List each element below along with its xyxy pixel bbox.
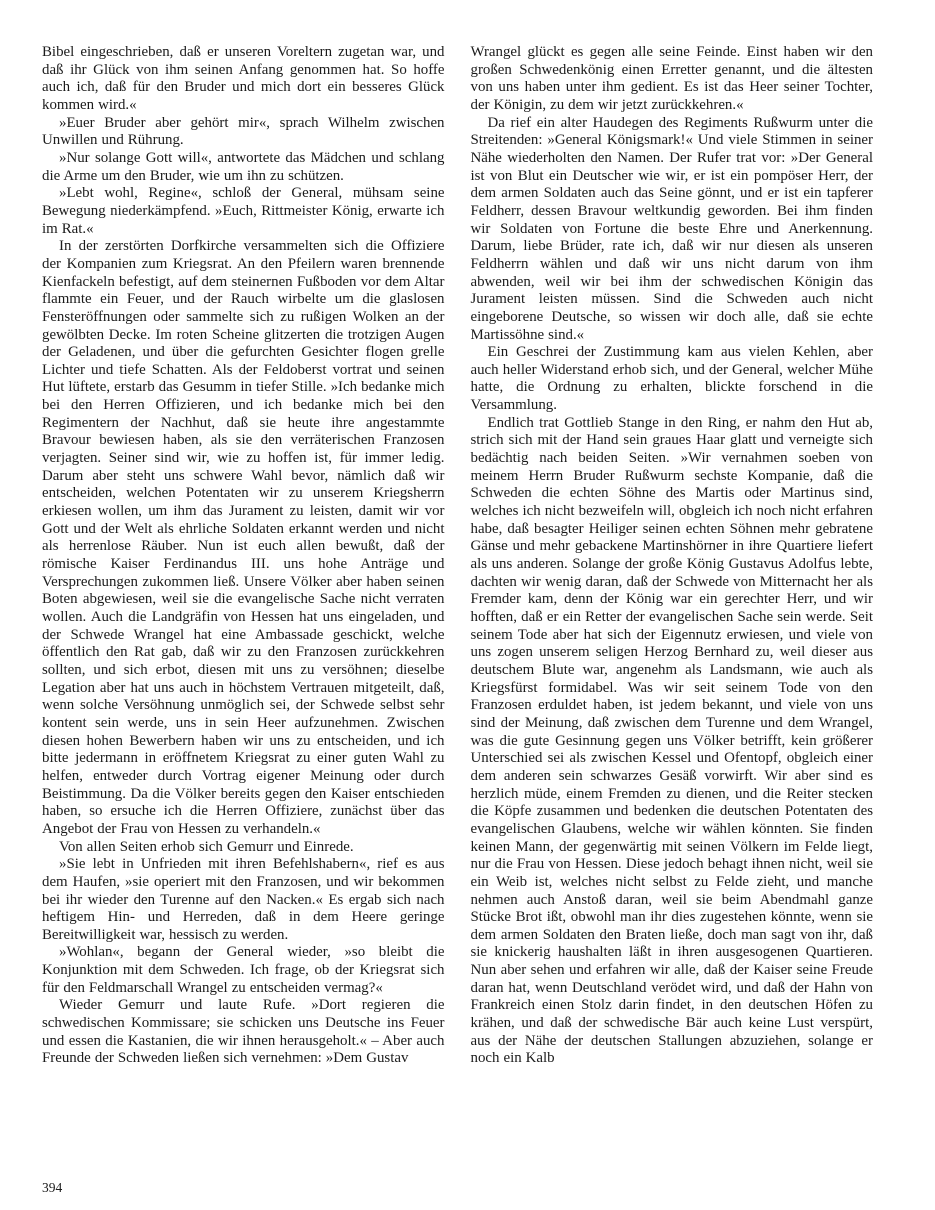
paragraph: Wieder Gemurr und laute Rufe. »Dort regieren die schwedischen Kommissare; sie schicken uns Deutsche ins Feuer und essen die Kastanien, die wir ihnen herausgeholt.« – Aber auch Freunde der Schweden ließen sich vernehmen: »Dem Gustav bbox=[42, 997, 445, 1067]
paragraph: »Euer Bruder aber gehört mir«, sprach Wilhelm zwischen Unwillen und Rührung. bbox=[42, 114, 445, 149]
left-column bbox=[42, 44, 445, 1068]
paragraph: Ein Geschrei der Zustimmung kam aus vielen Kehlen, aber auch heller Widerstand erhob sich, und der General, welcher Mühe hatte, die Ordnung zu erhalten, blickte forschend in die Versammlung. bbox=[470, 344, 873, 414]
paragraph: »Wohlan«, begann der General wieder, »so bleibt die Konjunktion mit dem Schweden. Ich frage, ob der Kriegsrat sich für den Feldmarschall Wrangel zu entscheiden vermag?« bbox=[42, 944, 445, 996]
paragraph: In der zerstörten Dorfkirche versammelten sich die Offiziere der Kompanien zum Kriegsrat. An den Pfeilern waren brennende Kienfackeln befestigt, auf dem steinernen Fußboden vor dem Altar flammte ein Feuer, und der Rauch wirbelte um die glaslosen Fensteröffnungen oder sammelte sich zu rußigen Wolken an der gewölbten Decke. Im roten Scheine glitzerten die trotzigen Augen der Geladenen, und über die gefurchten Gesichter flogen grelle Lichter und tiefe Schatten. Als der Feldoberst vortrat und seinen Hut lüftete, erstarb das Gesumm in tiefer Stille. »Ich bedanke mich bei den Herren Offizieren, und ich bedanke mich bei den Regimentern der Nachhut, daß sie heute ihre angestammte Bravour bewiesen haben, als sie den verräterischen Franzosen verjagten. Seiner sind wir, wie zu hoffen ist, für immer ledig. Darum aber steht uns schwere Wahl bevor, nämlich daß wir entscheiden, welchen Potentaten wir zu unserem Kriegsherrn erkiesen wollen, um ihm das Jurament zu leisten, damit wir vor Gott und der Welt als ehrliche Soldaten erkannt werden und nicht als herrenlose Räuber. Nun ist euch allen bewußt, daß der römische Kaiser Ferdinandus III. uns hohe Anträge und Versprechungen zukommen ließ. Unsere Völker aber haben seinen Boten abgewiesen, weil sie die evangelische Sache nicht verraten wollen. Auch die Landgräfin von Hessen hat uns eingeladen, und der Schwede Wrangel hat eine Ambassade geschickt, welche öffentlich den Rat gab, daß wir zu den Franzosen zurückkehren sollten, und sich erbot, diesen mit uns zu versöhnen; dieselbe Legation aber hat uns auch in höchstem Vertrauen mitgeteilt, daß, wenn solche Versöhnung unmöglich sei, der Schwede selbst sehr kontent sein werde, uns in sein Heer aufzunehmen. Zwischen diesen hohen Bewerbern haben wir uns zu entscheiden, und ich bitte jedermann in eröffnetem Kriegsrat zu einer guten Wahl zu helfen, entweder durch Vortrag eigener Meinung oder durch Beistimmung. Da die Völker bereits gegen den Kaiser entschieden haben, so ersuche ich die Herren Offiziere, zunächst über das Angebot der Frau von Hessen zu verhandeln.« bbox=[42, 238, 445, 837]
paragraph: »Lebt wohl, Regine«, schloß der General, mühsam seine Bewegung niederkämpfend. »Euch, Rittmeister König, erwarte ich im Rat.« bbox=[42, 185, 445, 237]
paragraph: Da rief ein alter Haudegen des Regiments Rußwurm unter die Streitenden: »General Königsmark!« Und viele Stimmen in seiner Nähe wiederholten den Namen. Der Rufer trat vor: »Der General ist von Blut ein Deutscher wie wir, er ist ein pompöser Herr, der dem armen Soldaten auch das Seine gönnt, und er ist ein tapferer Feldherr, dessen Bravour weltkundig geworden. Bei ihm finden wir Soldaten von Fortune die beste Ehre und Anerkennung. Darum, liebe Brüder, rate ich, daß wir nur diesen als unseren Feldherrn wählen und daß wir uns nicht darum von ihm abwenden, weil wir bei ihm der schwedischen Königin das Jurament leisten müssen. Sind die Schweden auch nicht eingeborene Deutsche, so wissen wir doch alle, daß sie echte Martissöhne sind.« bbox=[470, 114, 873, 343]
text-columns bbox=[42, 44, 873, 1068]
paragraph: Von allen Seiten erhob sich Gemurr und Einrede. bbox=[59, 838, 354, 855]
paragraph: Endlich trat Gottlieb Stange in den Ring, er nahm den Hut ab, strich sich mit der Hand sein graues Haar glatt und verneigte sich bedächtig nach beiden Seiten. »Wir vernahmen soeben von meinem Herrn Bruder Rußwurm sechste Kompanie, daß die Schweden die echten Söhne des Martis oder Martinus sind, welches ich nicht bezweifeln will, obgleich ich noch nicht erfahren habe, daß besagter Heiliger seinen echten Söhnen mehr gebratene Gänse und mehr gebackene Martinshörner in ihre Quartiere liefert als uns anderen. Solange der große König Gustavus Adolfus lebte, dachten wir wenig daran, daß der Schwede von Mitternacht her als Fremder kam, denn der König war ein gerechter Herr, und wir hofften, daß er ein Retter der evangelischen Sache sein werde. Seit seinem Tode aber hat sich der Eigennutz erwiesen, und viele von uns zogen unserem seligen Herzog Bernhard zu, weil dieser aus deutschem Blute war, angenehm als Landsmann, wie auch als Kriegsfürst formidabel. Was wir seit seinem Tode von den Franzosen erduldet haben, ist jedem bekannt, und viele von uns sind der Meinung, daß zwischen dem Turenne und dem Wrangel, was die gute Gesinnung gegen uns Völker betrifft, kein größerer Unterschied sei als zwischen Kessel und Ofentopf, obgleich einer dem anderen sein schwarzes Gesäß vorwirft. Wir aber sind es herzlich müde, einem Fremden zu dienen, und die Reiter stecken die Köpfe zusammen und bedenken die deutschen Potentaten des evangelischen Glaubens, welche wir wählen könnten. Sie finden keinen Mann, der gegenwärtig mit seinen Völkern im Felde liegt, nur die Frau von Hessen. Diese jedoch behagt ihnen nicht, weil sie ein Weib ist, welches nicht selbst zu Felde zieht, und manche nehmen auch Anstoß daran, weil sie beim Abendmahl ganze Stücke Brot ißt, obwohl man ihr dies zugestehen könnte, wenn sie dem armen Soldaten den Braten ließe, doch man sagt von ihr, daß sie knickerig haushalten läßt in ihren ausgesogenen Quartieren. Nun aber sehen und erfahren wir alle, daß der Kaiser seine Freude daran hat, wenn Deutschland verödet wird, und daß der Hahn von Frankreich einen Stolz darin findet, in den deutschen Höfen zu krähen, und daß der schwedische Bär auch keine Lust verspürt, aus der Nähe der deutschen Stallungen abzuziehen, solange er noch ein Kalb bbox=[470, 414, 873, 1067]
page-number: 394 bbox=[42, 1180, 63, 1195]
paragraph: Bibel eingeschrieben, daß er unseren Voreltern zugetan war, und daß ihr Glück von ihm seinen Anfang genommen hat. So hoffe auch ich, daß für den Bruder und mich dort ein besseres Glück kommen wird.« bbox=[42, 44, 445, 113]
paragraph: »Sie lebt in Unfrieden mit ihren Befehlshabern«, rief es aus dem Haufen, »sie operiert mit den Franzosen, und wir bekommen bei ihr wieder den Turenne auf den Nacken.« Es ergab sich nach heftigem Hin- und Herreden, daß in dem Heere geringe Bereitwilligkeit war, hessisch zu werden. bbox=[42, 856, 445, 943]
paragraph: Wrangel glückt es gegen alle seine Feinde. Einst haben wir den großen Schwedenkönig einen Erretter genannt, und die ältesten von uns haben unter ihm gedient. Es ist das Heer seiner Tochter, der Königin, zu dem wir jetzt zurückkehren.« bbox=[470, 44, 873, 113]
paragraph: »Nur solange Gott will«, antwortete das Mädchen und schlang die Arme um den Bruder, wie um ihn zu schützen. bbox=[42, 149, 445, 184]
right-column bbox=[471, 44, 874, 1068]
